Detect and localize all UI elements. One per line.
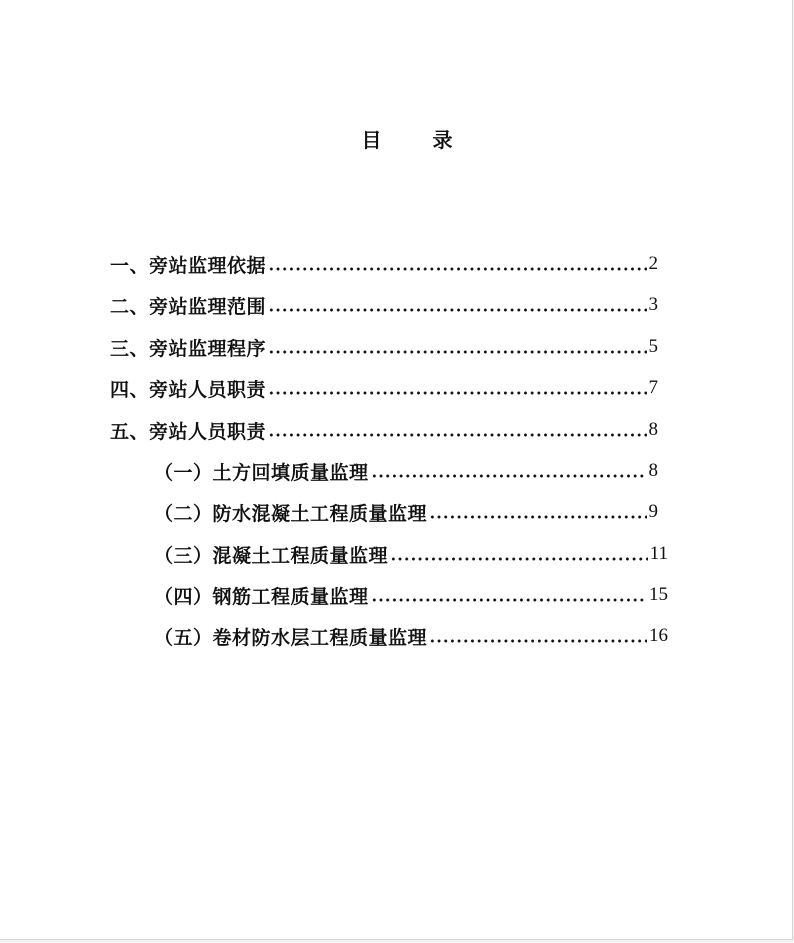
toc-entry-label: （五）卷材防水层工程质量监理 — [154, 626, 428, 649]
toc-title: 目 录 — [361, 128, 475, 152]
toc-leader-dots — [390, 557, 648, 561]
toc-entry-label: （一）土方回填质量监理 — [154, 461, 369, 484]
toc-entry-page: 9 — [648, 501, 658, 522]
toc-subentry[interactable] — [154, 498, 658, 526]
toc-entry-page: 2 — [648, 253, 658, 274]
toc-entry-label: 一、旁站监理依据 — [110, 254, 267, 277]
toc-leader-dots — [371, 474, 647, 478]
toc-entry[interactable] — [110, 291, 658, 319]
toc-entry-label: （四）钢筋工程质量监理 — [154, 585, 369, 608]
toc-entry-label: （三）混凝土工程质量监理 — [154, 544, 389, 567]
toc-subentry[interactable] — [154, 581, 668, 609]
toc-leader-dots — [371, 598, 647, 602]
toc-entry-page: 8 — [648, 419, 658, 440]
toc-entry-page: 16 — [649, 625, 668, 646]
toc-entry-label: （二）防水混凝土工程质量监理 — [154, 502, 428, 525]
toc-subentry[interactable] — [154, 622, 668, 650]
toc-entry[interactable] — [110, 333, 658, 361]
toc-entry-label: 二、旁站监理范围 — [110, 295, 267, 318]
toc-subentry[interactable] — [154, 540, 668, 568]
toc-leader-dots — [429, 639, 647, 643]
toc-leader-dots — [268, 350, 646, 354]
toc-leader-dots — [268, 391, 646, 395]
toc-leader-dots — [429, 515, 646, 519]
toc-entry-page: 3 — [648, 294, 658, 315]
toc-entry-label: 五、旁站人员职责 — [110, 420, 267, 443]
toc-entry-page: 11 — [649, 543, 668, 564]
toc-entry-page: 8 — [648, 460, 658, 481]
toc-entry-page: 7 — [648, 377, 658, 398]
toc-leader-dots — [268, 433, 646, 437]
toc-leader-dots — [268, 267, 646, 271]
toc-entry-page: 5 — [648, 336, 658, 357]
toc-entry-label: 四、旁站人员职责 — [110, 378, 267, 401]
toc-entry-label: 三、旁站监理程序 — [110, 337, 267, 360]
toc-entry[interactable] — [110, 374, 658, 402]
toc-subentry[interactable] — [154, 457, 658, 485]
toc-entry[interactable] — [110, 416, 658, 444]
toc-leader-dots — [268, 308, 646, 312]
toc-entry-page: 15 — [649, 584, 668, 605]
toc-entry[interactable] — [110, 250, 658, 278]
